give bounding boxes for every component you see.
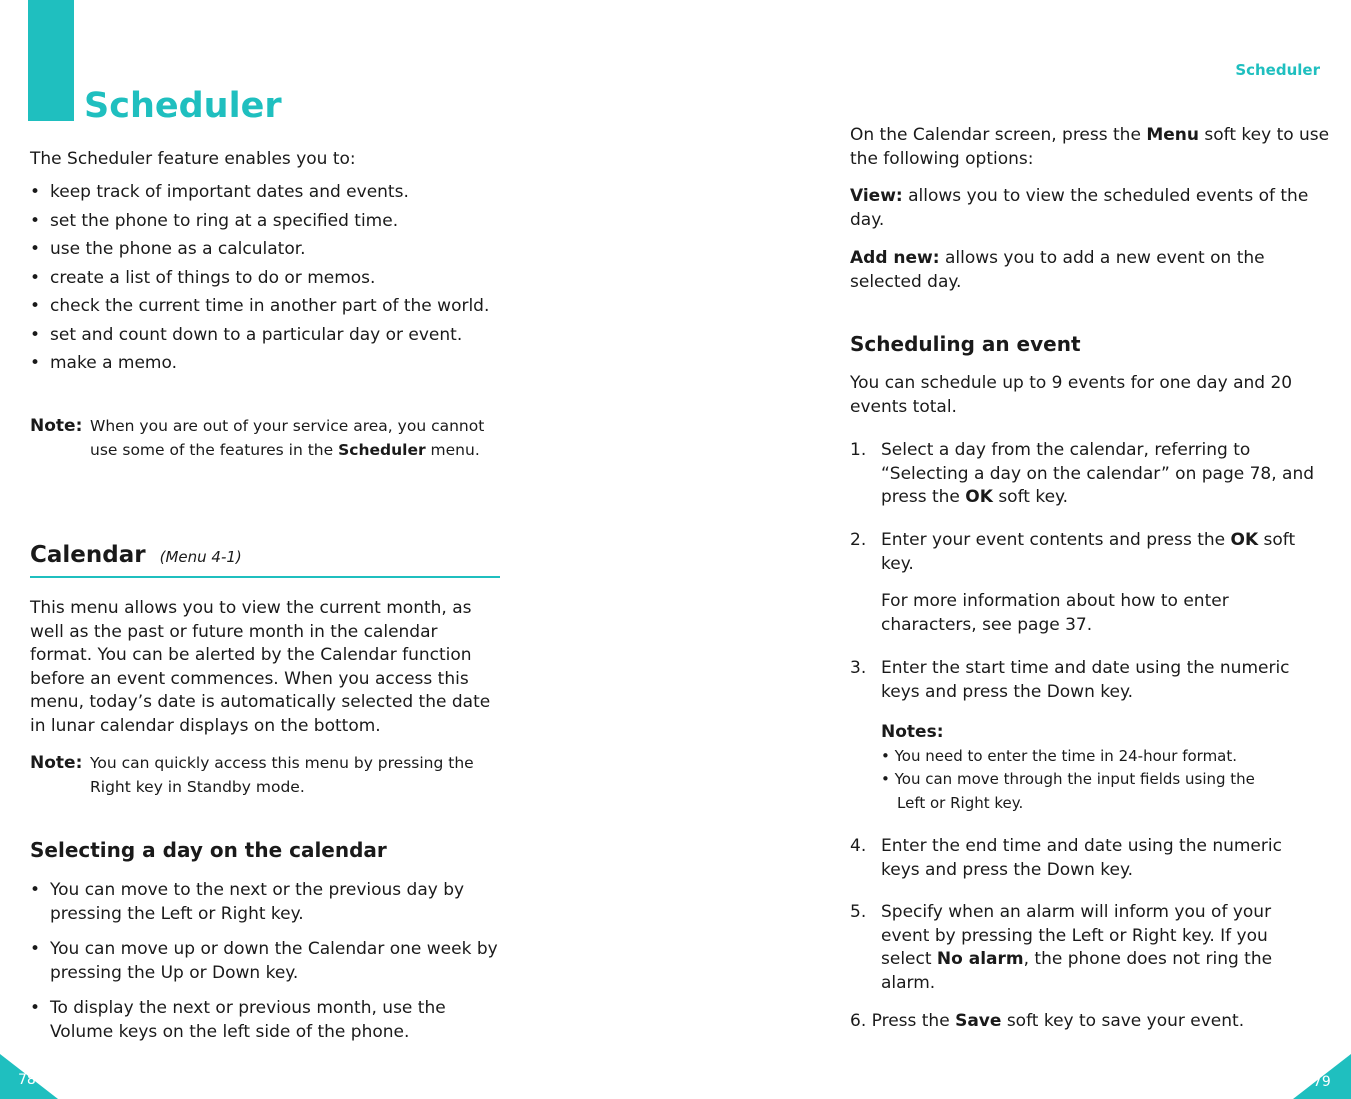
calendar-note (30, 752, 500, 799)
option-label: View: (850, 186, 903, 206)
calendar-description: This menu allows you to view the current month, as well as the past or future month in the calendar format. You can be alerted by the Calendar function before an event commences. When you access this menu, today’s date is automatically selected the date in lunar calendar displays on the bottom. (30, 598, 491, 736)
list-item: • use the phone as a calculator. (30, 238, 510, 262)
page-title: Scheduler (84, 86, 282, 126)
selecting-heading: Selecting a day on the calendar (30, 838, 387, 862)
step-number: 4. (850, 836, 867, 856)
step-number: 2. (850, 530, 867, 550)
option-label: Add new: (850, 248, 940, 268)
note-label: Note: (30, 416, 83, 436)
step-1: 1. Select a day from the calendar, referring to “Selecting a day on the calendar” on page 78, and press the OK soft key. (850, 440, 1315, 507)
option-name: No alarm (936, 949, 1024, 969)
list-item: • You can move up or down the Calendar one week by pressing the Up or Down key. (30, 938, 502, 985)
key-name: Save (955, 1011, 1002, 1031)
option-add-new (850, 247, 1320, 294)
feature-list (30, 181, 510, 381)
step-5: 5. Specify when an alarm will inform you of your event by pressing the Left or Right key. If you select No alarm, the phone does not ring the alarm. (850, 902, 1273, 993)
step-3: 3. Enter the start time and date using the numeric keys and press the Down key. (850, 658, 1290, 702)
note-text-end: menu. (430, 440, 480, 459)
step-3-notes (881, 721, 1321, 815)
calendar-section-header (30, 542, 500, 578)
note-item: • You need to enter the time in 24-hour format. (881, 746, 1238, 765)
step-2: 2. Enter your event contents and press the OK soft key. (850, 530, 1296, 574)
note-text: When you are out of your service area, you cannot use some of the features in the (90, 417, 485, 459)
scheduling-heading: Scheduling an event (850, 332, 1081, 356)
step-number: 1. (850, 440, 867, 460)
step-number: 3. (850, 658, 867, 678)
option-text: allows you to add a new event on the selected day. (850, 248, 1265, 292)
step-6: 6. Press the Save soft key to save your event. (850, 1011, 1245, 1031)
note-label: Note: (30, 753, 83, 773)
menu-key: Menu (1146, 125, 1199, 145)
option-view (850, 185, 1320, 232)
list-item: • To display the next or previous month, use the Volume keys on the left side of the phone. (30, 997, 502, 1044)
list-item: • check the current time in another part of the world. (30, 295, 510, 319)
step-number: 5. (850, 902, 867, 922)
list-item: • keep track of important dates and events. (30, 181, 510, 205)
page-number-right: 79 (1313, 1074, 1331, 1090)
notes-label: Notes: (881, 722, 944, 742)
list-item: • You can move to the next or the previous day by pressing the Left or Right key. (30, 879, 502, 926)
step-2-detail: For more information about how to enter characters, see page 37. (881, 591, 1229, 635)
note-item: • You can move through the input fields using the (881, 770, 1255, 788)
scheduler-note (30, 415, 490, 462)
key-name: OK (965, 487, 993, 507)
note-bold: Scheduler (338, 440, 426, 459)
list-item: • make a memo. (30, 352, 510, 376)
note-text: You can quickly access this menu by pressing the Right key in Standby mode. (90, 754, 474, 796)
calendar-title: Calendar (30, 542, 146, 568)
running-header: Scheduler (1235, 61, 1320, 79)
scheduling-description: You can schedule up to 9 events for one day and 20 events total. (850, 373, 1293, 417)
calendar-menu-ref: (Menu 4-1) (159, 548, 242, 566)
page-number-left: 78 (18, 1072, 36, 1088)
list-item: • set the phone to ring at a specified time. (30, 210, 510, 234)
list-item: • create a list of things to do or memos. (30, 267, 510, 291)
key-name: OK (1230, 530, 1259, 550)
title-accent-bar (28, 0, 74, 121)
list-item: • set and count down to a particular day or event. (30, 324, 510, 348)
selecting-list (30, 879, 502, 1056)
step-4: 4. Enter the end time and date using the numeric keys and press the Down key. (850, 836, 1282, 880)
note-item-continued: Left or Right key. (897, 793, 1024, 812)
intro-text: The Scheduler feature enables you to: (30, 149, 356, 169)
option-text: allows you to view the scheduled events of the day. (850, 186, 1309, 230)
menu-intro: On the Calendar screen, press the Menu soft key to use the following options: (850, 125, 1330, 169)
